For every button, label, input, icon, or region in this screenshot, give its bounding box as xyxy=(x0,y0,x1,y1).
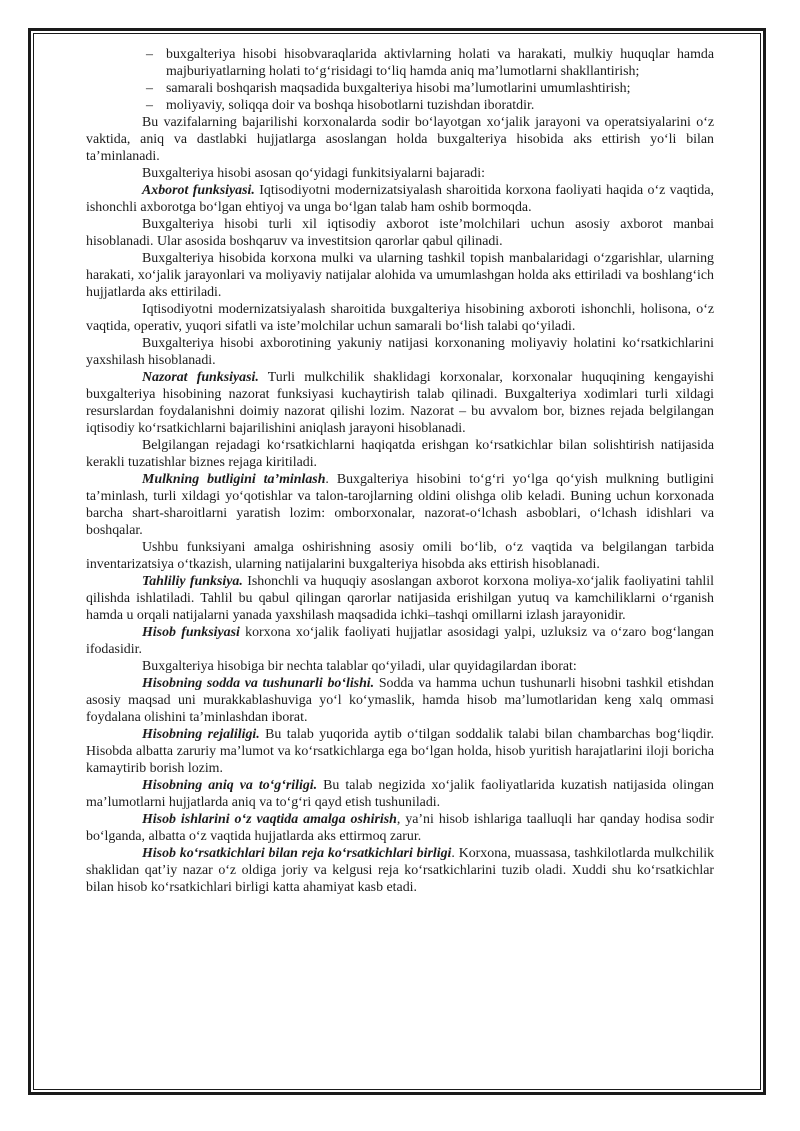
paragraph: Iqtisodiyotni modernizatsiyalash sharoitida buxgalteriya hisobining axboroti ishonchli, holisona, o‘z vaqtida, operativ, yuqori sifatli va iste’molchilar uchun samarali bo‘lish talabi qo‘yiladi. xyxy=(86,302,714,334)
paragraph-hisob: Hisob funksiyasi korxona xo‘jalik faoliyati hujjatlar asosidagi yalpi, uzluksiz va o‘zaro bog‘langan ifodasidir. xyxy=(86,625,714,657)
paragraph-vaqtida: Hisob ishlarini o‘z vaqtida amalga oshirish, ya’ni hisob ishlariga taalluqli har qanday hodisa sodir bo‘lganda, albatta o‘z vaqtida hujjatlarda aks ettirmoq zarur. xyxy=(86,812,714,844)
paragraph: Bu vazifalarning bajarilishi korxonalarda sodir bo‘layotgan xo‘jalik jarayoni va operatsiyalarini o‘z vaktida, aniq va dastlabki hujjatlarga asoslangan holda buxgalteriya hisobida aks ettirish yo‘li bilan ta’minlanadi. xyxy=(86,115,714,164)
paragraph-lead: Hisob ko‘rsatkichlari bilan reja ko‘rsatkichlari birligi xyxy=(142,846,452,861)
paragraph-lead: Axborot funksiyasi. xyxy=(142,183,255,198)
paragraph-lead: Nazorat funksiyasi. xyxy=(142,370,259,385)
paragraph-lead: Hisobning sodda va tushunarli bo‘lishi. xyxy=(142,676,375,691)
paragraph: Buxgalteriya hisobi asosan qo‘yidagi funkitsiyalarni bajaradi: xyxy=(142,166,485,181)
paragraph: Buxgalteriya hisobi turli xil iqtisodiy axborot iste’molchilari uchun asosiy axborot manbai hisoblanadi. Ular asosida boshqaruv va investitsion qarorlar qabul qilinadi. xyxy=(86,217,714,249)
paragraph: Buxgalteriya hisobiga bir nechta talablar qo‘yiladi, ular quyidagilardan iborat: xyxy=(142,659,577,674)
paragraph-lead: Hisobning rejaliligi. xyxy=(142,727,260,742)
paragraph-rejalilik: Hisobning rejaliligi. Bu talab yuqorida aytib o‘tilgan soddalik talabi bilan chambarchas bog‘liqdir. Hisobda albatta zaruriy ma’lumot va ko‘rsatkichlarga ega bo‘lgan holda, hisob yuritish harajatlarini iloji boricha kamaytirib borish lozim. xyxy=(86,727,714,776)
paragraph: Buxgalteriya hisobida korxona mulki va ularning tashkil topish manbalaridagi o‘zgarishlar, ularning harakati, xo‘jalik jarayonlari va moliyaviy natijalar alohida va umumlashgan holda aks ettiriladi va boshlang‘ich hujjatlarda aks ettiriladi. xyxy=(86,251,714,300)
paragraph: Ushbu funksiyani amalga oshirishning asosiy omili bo‘lib, o‘z vaqtida va belgilangan tarbida inventarizatsiya o‘tkazish, ularning natijalarini buxgalteriya hisobda aks ettirish hisoblanadi. xyxy=(86,540,714,572)
list-item: – samarali boshqarish maqsadida buxgalteriya hisobi ma’lumotlarini umumlashtirish; xyxy=(166,80,714,97)
paragraph-nazorat: Nazorat funksiyasi. Turli mulkchilik shaklidagi korxonalar, korxonalar huquqining kengayishi buxgalteriya hisobining nazorat funksiyasi kuchaytirish talab qilinadi. Buxgalteriya xodimlari turli xildagi resurslardan foydalanishni doimiy nazorat qilishi lozim. Nazorat – bu avvalom bor, biznes rejada belgilangan iqtisodiy ko‘rsatkichlarni bajarilishini aniqlash jarayoni hisoblanadi. xyxy=(86,370,714,436)
paragraph-sodda: Hisobning sodda va tushunarli bo‘lishi. Sodda va hamma uchun tushunarli hisobni tashkil etishdan asosiy maqsad uni murakkablashuviga yo‘l ko‘ymaslik, hamda hisob ma’lumotlaridan keng xalq ommasi foydalana olishini ta’minlashdan iborat. xyxy=(86,676,714,725)
list-item: – buxgalteriya hisobi hisobvaraqlarida aktivlarning holati va harakati, mulkiy huquqlar hamda majburiyatlarning holati to‘g‘risidagi to‘liq hamda aniq ma’lumotlarni shakllantirish; xyxy=(166,46,714,80)
paragraph-lead: Hisobning aniq va to‘g‘riligi. xyxy=(142,778,318,793)
paragraph-mulk: Mulkning butligini ta’minlash. Buxgalteriya hisobini to‘g‘ri yo‘lga qo‘yish mulkning butligini ta’minlash, turli xildagi yo‘qotishlar va talon-tarojlarning oldini olishga olib keladi. Buning uchun korxonada barcha shart-sharoitlarni yaratish lozim: omborxonalar, nazorat-o‘lchash asboblari, o‘lchash idishlari va boshqalar. xyxy=(86,472,714,538)
paragraph-aniqlik: Hisobning aniq va to‘g‘riligi. Bu talab negizida xo‘jalik faoliyatlarida kuzatish natijasida olingan ma’lumotlarni hujjatlarda aniq va to‘g‘ri qayd etish tushuniladi. xyxy=(86,778,714,810)
paragraph-lead: Hisob ishlarini o‘z vaqtida amalga oshirish xyxy=(142,812,397,827)
list-item: – moliyaviy, soliqqa doir va boshqa hisobotlarni tuzishdan iboratdir. xyxy=(166,97,714,114)
paragraph-axborot: Axborot funksiyasi. Iqtisodiyotni modernizatsiyalash sharoitida korxona faoliyati haqida o‘z vaqtida, ishonchli axborotga bo‘lgan ehtiyoj va unga bo‘lgan talab ham oshib bormoqda. xyxy=(86,183,715,215)
paragraph-lead: Hisob funksiyasi xyxy=(142,625,240,640)
paragraph-birlik: Hisob ko‘rsatkichlari bilan reja ko‘rsatkichlari birligi. Korxona, muassasa, tashkilotlarda mulkchilik shaklidan qat’iy nazar o‘z oldiga joriy va kelgusi reja ko‘rsatkichlarini tuzib oladi. Xuddi shu ko‘rsatkichlar bilan hisob ko‘rsatkichlari birligi katta ahamiyat kasb etadi. xyxy=(86,846,715,895)
paragraph-tahliliy: Tahliliy funksiya. Ishonchli va huquqiy asoslangan axborot korxona moliya-xo‘jalik faoliyatini tahlil qilishda ishlatiladi. Tahlil bu qabul qilingan qarorlar natijasida erishilgan yutuq va kamchiliklarni o‘rganish hamda u orqali natijalarni yanada yaxshilash maqsadida ichki–tashqi omillarni izlash jarayonidir. xyxy=(86,574,714,623)
task-list xyxy=(86,46,714,114)
paragraph-lead: Mulkning butligini ta’minlash xyxy=(142,472,326,487)
document-body xyxy=(86,46,714,896)
paragraph: Buxgalteriya hisobi axborotining yakuniy natijasi korxonaning moliyaviy holatini ko‘rsatkichlarini yaxshilash hisoblanadi. xyxy=(86,336,714,368)
paragraph: Belgilangan rejadagi ko‘rsatkichlarni haqiqatda erishgan ko‘rsatkichlar bilan solishtirish natijasida kerakli tuzatishlar biznes rejaga kiritiladi. xyxy=(86,438,714,470)
paragraph-lead: Tahliliy funksiya. xyxy=(142,574,243,589)
